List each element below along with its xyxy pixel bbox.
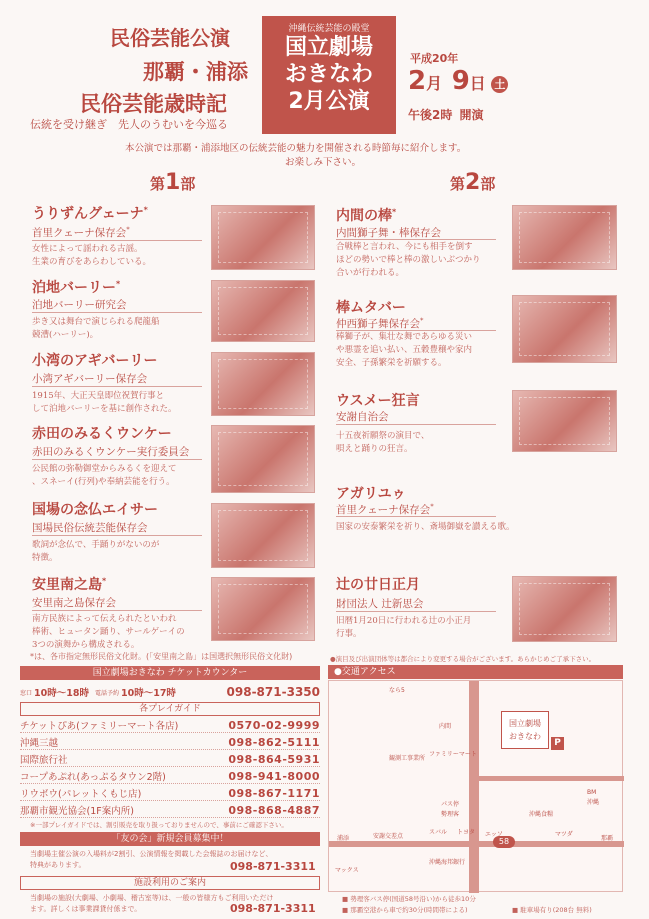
vendor-note: ※一部プレイガイドでは、割引販売を取り扱っておりませんので、事前にご確認下さい。 — [30, 821, 288, 829]
weekday-badge: 土 — [491, 76, 508, 93]
intro-line-1: 本公演では那覇・浦添地区の伝統芸能の魅力を開催される時節毎に紹介します。 — [125, 143, 467, 154]
date-month: 2 — [408, 66, 427, 96]
divider — [32, 610, 202, 611]
main-tel: 098-871-3350 — [226, 685, 320, 699]
divider — [336, 611, 496, 612]
p2-item-4-org: 首里クェーナ保存会* — [336, 502, 434, 516]
map-label: 観測工事業所 — [389, 755, 426, 762]
access-parking-note: ■ 駐車場有り(208台 無料) — [512, 906, 592, 914]
p2-item-2-desc: 棒獅子が、集壮な舞であらゆる災い や悪霊を追い払い、五穀豊穣や家内 安全、子孫繁栄を祈願する。 — [336, 332, 473, 368]
map-road-east — [479, 776, 624, 781]
divider — [32, 535, 202, 536]
p2-item-2-org: 仲西獅子舞保存会* — [336, 316, 424, 330]
p2-item-5-org: 財団法人 辻新思会 — [336, 598, 424, 610]
divider — [336, 424, 496, 425]
access-note: ●演目及び出演団体等は都合により変更する場合がございます。あらかじめご了承下さい。 — [330, 655, 596, 663]
header-subtitle-3: 民俗芸能歳時記 — [80, 92, 227, 116]
p1-item-3-title: 小湾のアギバーリー — [32, 353, 158, 369]
map-label: 勢理客 — [441, 811, 460, 818]
access-title: ●交通アクセス — [328, 665, 623, 679]
parking-icon: P — [551, 737, 564, 750]
p1-item-4-desc: 公民館の弥勒御堂からみるくを迎えて 、スネーイ(行列)や奉納芸能を行う。 — [32, 464, 177, 487]
photo-bou-mutabaa — [512, 295, 617, 363]
map-label: なら5 — [389, 687, 405, 694]
vendor-row: リウボウ(パレットくもじ店) 098-867-1171 — [20, 784, 320, 801]
p2-item-2-title: 棒ムタバー — [336, 300, 406, 316]
title-box-line2: おきなわ — [284, 62, 373, 87]
date-day: 9 — [451, 66, 470, 96]
p2-item-5-desc: 旧暦1月20日に行われる辻の小正月 行事。 — [336, 616, 472, 639]
vendor-row: 沖縄三越 098-862-5111 — [20, 733, 320, 750]
member-title: 「友の会」新規会員募集中！ — [20, 832, 320, 846]
divider — [32, 240, 202, 241]
title-box — [262, 16, 396, 134]
footnote: *は、各市指定無形民俗文化財。(「安里南之島」は国選択無形民俗文化財) — [30, 652, 293, 661]
photo-kokuba-eisaa — [211, 503, 315, 568]
map-label: マツダ — [555, 831, 573, 838]
date-day-suffix: 日 — [469, 74, 486, 93]
map-label: マックス — [335, 867, 359, 874]
map-label: スバル — [429, 829, 448, 836]
p1-item-6-desc: 南方民族によって伝えられたといわれ 棒術、ヒュータン踊り、サールゲーイの 3つの演舞から構成される。 — [32, 614, 185, 650]
p2-item-5-title: 辻の廿日正月 — [336, 577, 420, 593]
map-road-cross — [329, 841, 624, 847]
p2-item-3-org: 安謝自治会 — [336, 411, 389, 423]
date-era: 平成20年 — [410, 52, 459, 65]
vendor-row: 国際旅行社 098-864-5931 — [20, 750, 320, 767]
vendor-row: 那覇市観光協会(1F案内所) 098-868-4887 — [20, 801, 320, 818]
p2-item-1-desc: 合戦棒と言われ、今にも相手を倒す ほどの勢いで棒と棒の激しいぶつかり 合いが行われる。 — [336, 242, 481, 278]
map-label: 浦添 — [337, 835, 350, 842]
p2-item-4-desc: 国家の安泰繁栄を祈り、斎場御嶽を讃える歌。 — [336, 522, 515, 532]
map-label: パス停 — [441, 801, 460, 808]
photo-uruzun — [211, 205, 315, 270]
divider — [336, 516, 496, 517]
member-text-1: 当劇場主催公演の入場料が2割引、公演情報を掲載した会報誌のお届けなど、 — [30, 850, 273, 858]
facility-title: 施設利用のご案内 — [20, 876, 320, 890]
p2-item-3-desc: 十五夜祈願祭の演目で、 唄えと踊りの狂言。 — [336, 431, 430, 454]
title-box-small: 沖縄伝統芸能の殿堂 — [288, 24, 370, 34]
ticket-hours: 窓口 10時〜18時 電話予約 10時〜17時 098-871-3350 — [20, 685, 320, 699]
date-time — [408, 106, 484, 123]
photo-usumee-kyougen — [512, 390, 617, 452]
p1-item-5-desc: 歌詞が念仏で、手踊りがないのが 特徴。 — [32, 540, 160, 563]
divider — [32, 386, 202, 387]
header-subtitle-2: 那覇・浦添 — [143, 60, 248, 84]
title-box-line1: 国立劇場 — [284, 35, 373, 60]
access-bus-2: ■ 那覇空港から車で約30分(時間帯による) — [342, 906, 468, 914]
p1-item-1-title: うりずんグェーナ* — [32, 205, 148, 222]
map-label: 沖縄 — [587, 799, 600, 806]
map-label: 沖縄食糧 — [529, 811, 554, 818]
photo-tsuji-hatsuka — [512, 576, 617, 642]
title-box-line3: 2月公演 — [288, 89, 370, 114]
p1-item-2-title: 泊地バーリー* — [32, 279, 121, 296]
member-text-2: 特典があります。 — [30, 861, 86, 869]
p2-item-3-title: ウスメー狂言 — [336, 393, 420, 409]
map-label: 内間 — [439, 723, 452, 730]
p1-item-3-desc: 1915年、大正天皇即位祝賀行事と して泊地バーリーを基に創作された。 — [32, 391, 177, 414]
header-subtitle-1: 民俗芸能公演 — [110, 26, 230, 50]
part2-label: 第2部 — [450, 170, 496, 195]
divider — [32, 312, 202, 313]
time-open: 開演 — [459, 108, 484, 122]
photo-uchima-bou — [512, 205, 617, 270]
photo-asato-paijima — [211, 577, 315, 641]
time-value: 午後2時 — [408, 108, 453, 122]
header-tagline: 伝統を受け継ぎ 先人のうむいを今巡る — [30, 118, 228, 131]
access-bus-1: ■ 勢理客バス停(国道58号沿い)から徒歩10分 — [342, 895, 476, 903]
divider — [32, 459, 202, 460]
p1-item-6-title: 安里南之島* — [32, 576, 107, 593]
photo-owan-agi — [211, 352, 315, 416]
ticket-counter-title: 国立劇場おきなわ チケットカウンター — [20, 666, 320, 680]
playguide-title: 各プレイガイド — [20, 702, 320, 716]
vendor-row: コープあぷれ(あっぷるタウン2階) 098-941-8000 — [20, 767, 320, 784]
photo-akata-miruku — [211, 425, 315, 493]
intro-line-2: お楽しみ下さい。 — [285, 157, 362, 168]
vendor-row: チケットぴあ(ファミリーマート各店) 0570-02-9999 — [20, 716, 320, 733]
p1-item-5-org: 国場民俗伝統芸能保存会 — [32, 522, 148, 534]
map-label: 那覇 — [601, 835, 614, 842]
p1-item-5-title: 国場の念仏エイサー — [32, 502, 158, 518]
map-label: BM — [587, 789, 597, 796]
facility-text-1: 当劇場の施設(大劇場、小劇場、稽古室等)は、一般の皆様方もご利用いただけ — [30, 894, 274, 902]
p2-item-1-title: 内間の棒* — [336, 207, 397, 224]
map-label: 安謝交差点 — [373, 833, 404, 840]
map-road-route58 — [469, 681, 479, 893]
map-label: トヨタ — [457, 829, 476, 836]
theatre-marker: 国立劇場 おきなわ — [501, 711, 549, 749]
facility-tel: 098-871-3311 — [230, 902, 316, 915]
p1-item-1-desc: 女性によって謡われる古謡。 生業の育びをあらわしている。 — [32, 244, 152, 267]
access-map — [328, 680, 623, 892]
p1-item-3-org: 小湾アギバーリー保存会 — [32, 373, 148, 385]
p2-item-4-title: アガリユゥ — [336, 486, 406, 502]
map-label: エッソ — [485, 831, 503, 838]
p1-item-2-desc: 歩き又は舞台で演じられる爬龍船 競漕(ハーリー)。 — [32, 317, 160, 340]
facility-text-2: ます。詳しくは事業課貸付係まで。 — [30, 905, 142, 913]
map-label: ファミリーマート — [429, 751, 477, 758]
p2-item-1-org: 内間獅子舞・棒保存会 — [336, 227, 441, 239]
part1-label: 第1部 — [150, 170, 196, 195]
date-month-suffix: 月 — [426, 74, 443, 93]
p1-item-6-org: 安里南之島保存会 — [32, 597, 116, 609]
date-block — [408, 66, 508, 96]
route-58-badge: 58 — [493, 836, 515, 848]
p1-item-4-org: 赤田のみるくウンケー実行委員会 — [32, 446, 190, 458]
photo-tomari-haari — [211, 280, 315, 342]
p1-item-4-title: 赤田のみるくウンケー — [32, 426, 172, 442]
p1-item-2-org: 泊地バーリー研究会 — [32, 299, 127, 311]
member-tel: 098-871-3311 — [230, 860, 316, 873]
p1-item-1-org: 首里クェーナ保存会* — [32, 225, 130, 239]
map-label: 沖縄海邦銀行 — [429, 859, 466, 866]
divider — [336, 239, 496, 240]
